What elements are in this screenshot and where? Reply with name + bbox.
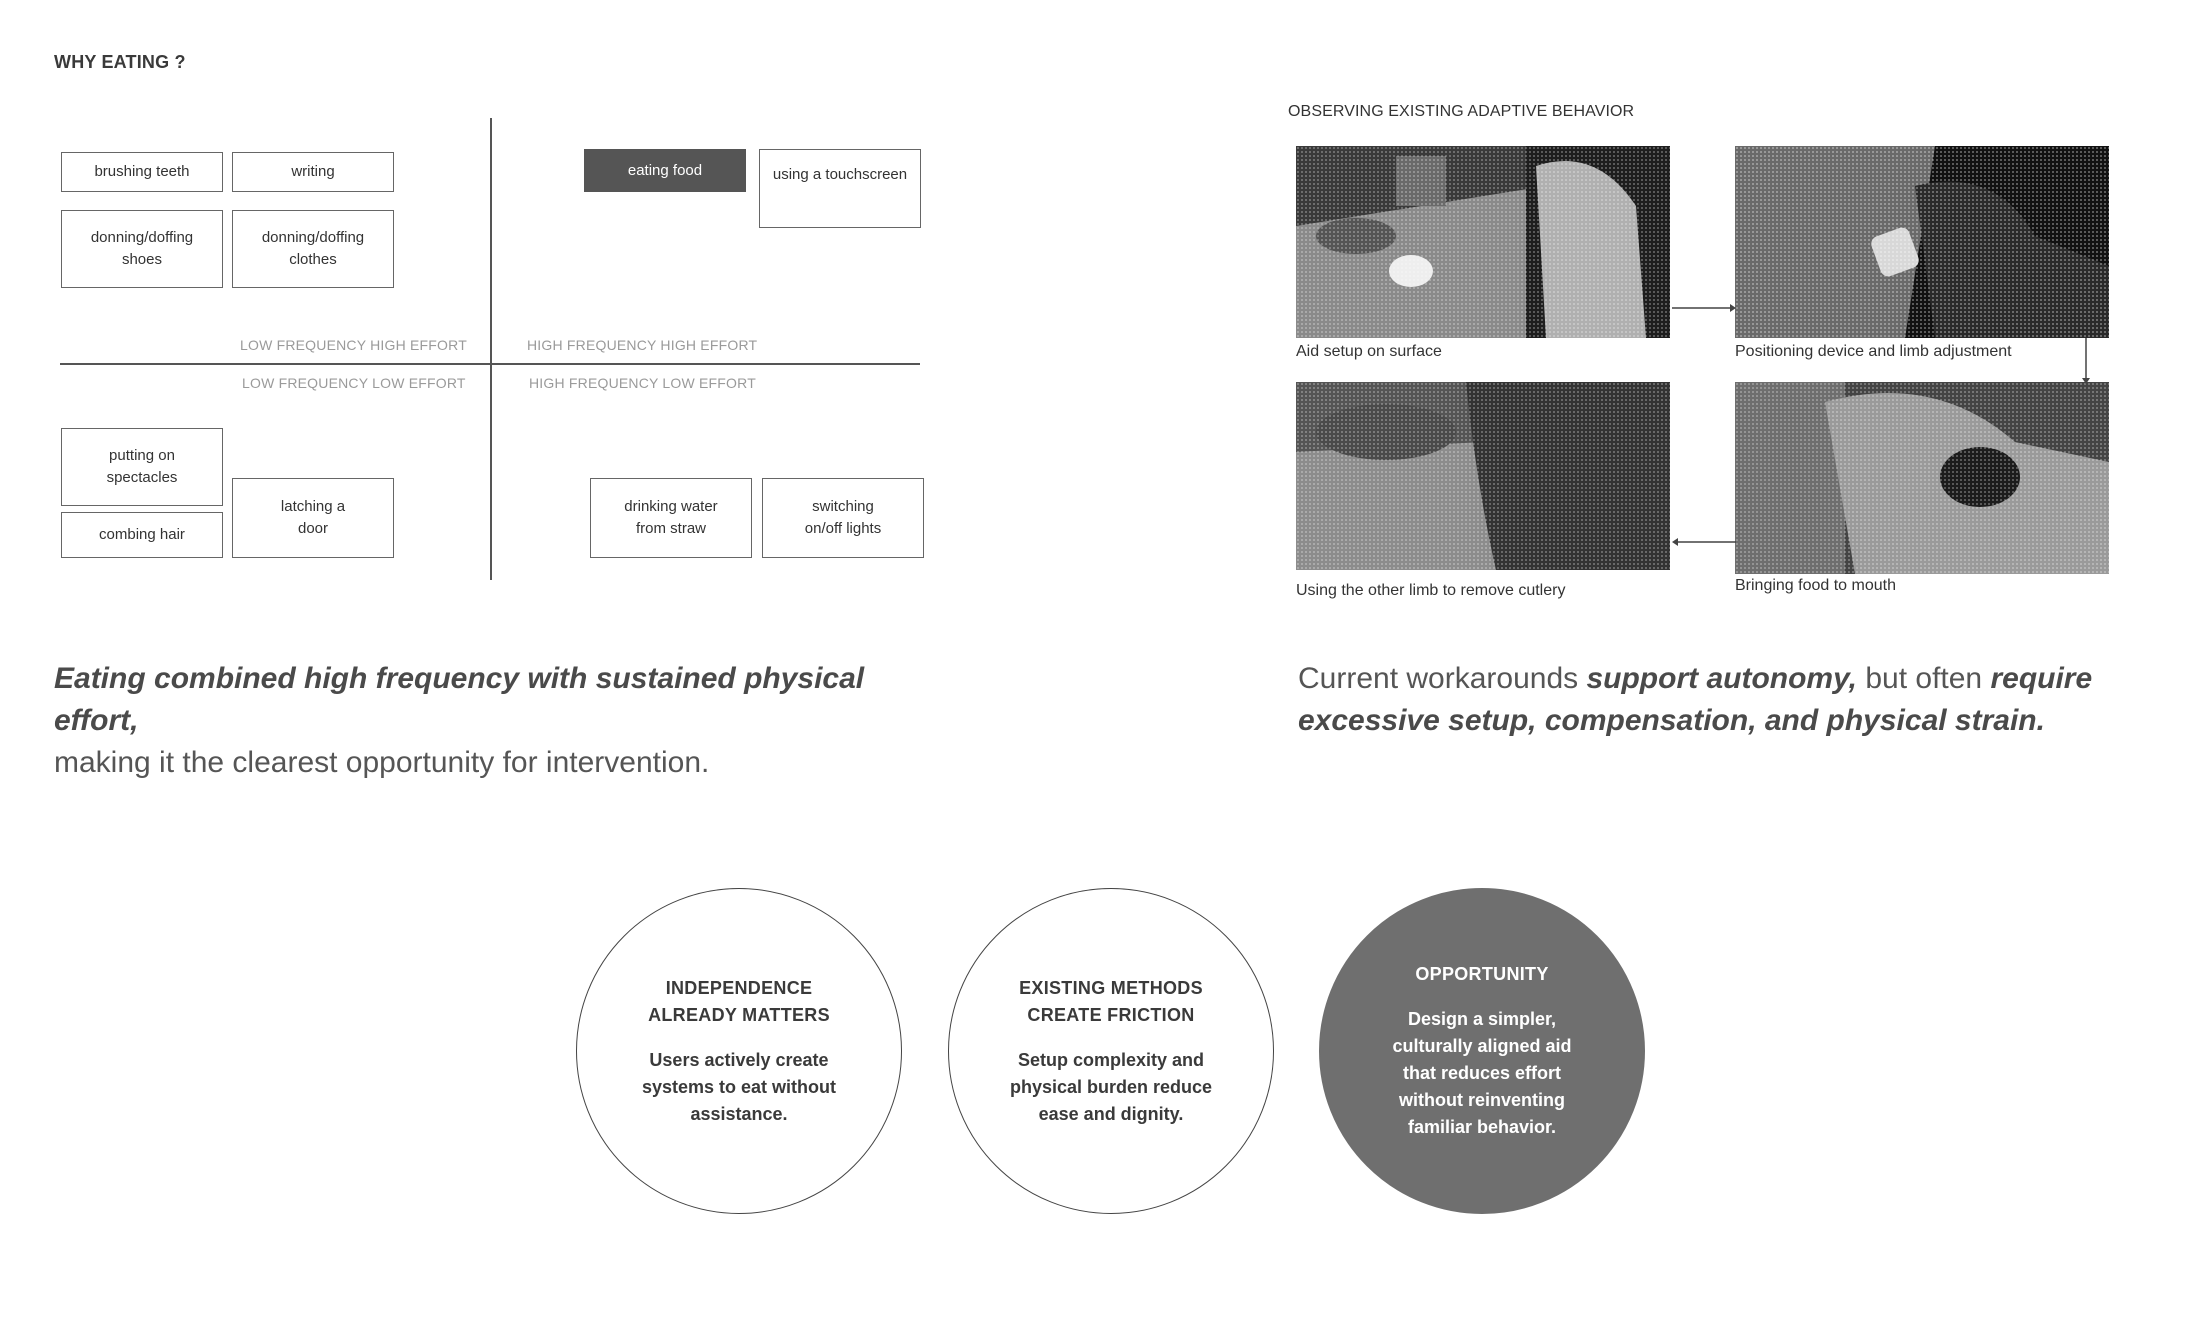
activity-combing-hair: combing hair [61,512,223,558]
activity-touchscreen: using a touchscreen [759,149,921,228]
arrow-step4-to-step3 [1672,536,1736,548]
arrow-step1-to-step2 [1672,302,1736,314]
quadrant-label-bottom-right: HIGH FREQUENCY LOW EFFORT [529,375,756,391]
quadrant-label-top-left: LOW FREQUENCY HIGH EFFORT [240,337,467,353]
workaround-statement-part1: Current workarounds [1298,662,1587,695]
observation-title: OBSERVING EXISTING ADAPTIVE BEHAVIOR [1288,103,1635,120]
activity-donning-shoes: donning/doffing shoes [61,210,223,288]
quadrant-label-bottom-left: LOW FREQUENCY LOW EFFORT [242,375,466,391]
circle-friction [948,888,1274,1214]
circle-friction-body: Setup complexity and physical burden reduce ease and dignity. [1009,1049,1213,1124]
effort-axis [60,363,920,365]
circle-opportunity-body: Design a simpler, culturally aligned aid that reduces effort without reinventing familiar behavior. [1392,1009,1572,1137]
activity-putting-on-spectacles: putting on spectacles [61,428,223,506]
circle-independence-body: Users actively create systems to eat without assistance. [641,1049,837,1124]
photo-positioning-device [1735,146,2109,338]
caption-bringing-food: Bringing food to mouth [1735,577,1896,594]
circle-independence-title: INDEPENDENCE ALREADY MATTERS [648,977,830,1025]
activity-writing: writing [232,152,394,192]
activity-latching-door: latching a door [232,478,394,558]
section-title: WHY EATING ? [54,52,186,72]
photo-remove-cutlery [1296,382,1670,570]
eating-statement-rest: making it the clearest opportunity for intervention. [54,746,710,779]
activity-drinking-water: drinking water from straw [590,478,752,558]
eating-statement [54,658,954,784]
eating-statement-emphasis: Eating combined high frequency with sustained physical effort, [54,662,865,737]
quadrant-label-top-right: HIGH FREQUENCY HIGH EFFORT [527,337,758,353]
frequency-effort-matrix [0,0,960,600]
photo-aid-setup [1296,146,1670,338]
circle-independence [576,888,902,1214]
workaround-statement-part2: but often [1857,662,1991,695]
workaround-statement [1298,658,2158,742]
circle-opportunity-title: OPPORTUNITY [1415,964,1549,984]
activity-donning-clothes: donning/doffing clothes [232,210,394,288]
frequency-axis [490,118,492,580]
caption-remove-cutlery: Using the other limb to remove cutlery [1296,582,1566,599]
workaround-statement-emph1: support autonomy, [1586,662,1858,695]
circle-friction-title: EXISTING METHODS CREATE FRICTION [1019,977,1203,1025]
workaround-statement-emph2: require excessive setup, compensation, and physical strain. [1298,662,2093,737]
activity-switching-lights: switching on/off lights [762,478,924,558]
caption-aid-setup: Aid setup on surface [1296,343,1442,360]
activity-brushing-teeth: brushing teeth [61,152,223,192]
photo-bringing-food [1735,382,2109,574]
activity-eating-food: eating food [584,149,746,192]
caption-positioning-device: Positioning device and limb adjustment [1735,343,2012,360]
arrow-step2-to-step4 [2080,338,2092,384]
circle-opportunity [1319,888,1645,1214]
